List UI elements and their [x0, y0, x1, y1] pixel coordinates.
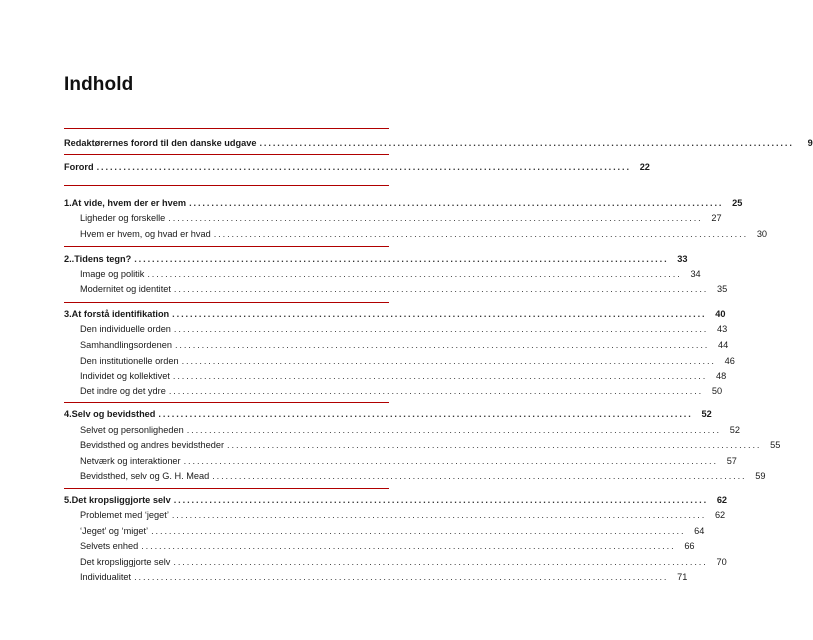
separator-rule: [64, 402, 389, 403]
toc-leader-dots: ........................................................................................................................: [147, 269, 682, 279]
toc-entry-page: 64: [694, 526, 705, 536]
toc-entry-label: Modernitet og identitet: [80, 284, 171, 294]
toc-entry-label: Selv og bevidsthed: [71, 409, 156, 419]
toc-leader-dots: ........................................................................................................................: [158, 409, 693, 419]
toc-leader-dots: ........................................................................................................................: [181, 356, 716, 366]
toc-entry-page: 71: [677, 572, 688, 582]
toc-entry: [64, 340, 729, 354]
toc-entry-label: Netværk og interaktioner: [80, 456, 181, 466]
toc-entry-page: 30: [756, 229, 768, 239]
toc-entry: [64, 557, 727, 571]
toc-entry-page: 9: [807, 138, 813, 148]
toc-entry: [64, 440, 781, 454]
toc-leader-dots: ........................................................................................................................: [134, 254, 669, 264]
toc-entry-page: 25: [732, 198, 743, 208]
page-title: Indhold: [64, 74, 134, 95]
separator-rule: [64, 488, 389, 489]
chapter-number: 5.: [64, 495, 72, 505]
toc-entry: [64, 526, 705, 540]
toc-entry-label: Forord: [64, 162, 94, 172]
toc-entry-page: 27: [711, 213, 722, 223]
toc-leader-dots: ........................................................................................................................: [173, 495, 709, 505]
toc-entry: [64, 471, 766, 485]
toc-entry-page: 70: [716, 557, 727, 567]
toc-entry-label: Selvet og personligheden: [80, 425, 184, 435]
toc-leader-dots: ........................................................................................................................: [168, 386, 704, 396]
toc-entry-page: 52: [729, 425, 741, 435]
toc-entry-label: Individualitet: [80, 572, 132, 582]
toc-leader-dots: ........................................................................................................................: [96, 162, 631, 172]
toc-leader-dots: ........................................................................................................................: [141, 541, 676, 551]
toc-entry-page: 22: [639, 162, 650, 172]
toc-entry-page: 52: [701, 409, 712, 419]
toc-leader-dots: ........................................................................................................................: [168, 213, 703, 223]
toc-entry-label: Problemet med ‘jeget’: [80, 510, 169, 520]
toc-entry: [64, 510, 726, 524]
toc-entry: [64, 269, 701, 283]
toc-chapter: [64, 309, 726, 323]
chapter-number: 2..: [64, 254, 75, 264]
toc-leader-dots: ........................................................................................................................: [186, 425, 722, 435]
toc-leader-dots: ........................................................................................................................: [212, 471, 747, 481]
toc-entry-page: 44: [718, 340, 729, 350]
toc-leader-dots: ........................................................................................................................: [173, 324, 709, 334]
toc-entry-page: 55: [770, 440, 781, 450]
toc-entry-label: Hvem er hvem, og hvad er hvad: [80, 229, 211, 239]
toc-entry-page: 40: [715, 309, 726, 319]
separator-rule: [64, 128, 389, 129]
toc-entry-label: Bevidsthed, selv og G. H. Mead: [80, 471, 210, 481]
toc-entry: [64, 138, 813, 152]
toc-leader-dots: ........................................................................................................................: [183, 456, 718, 466]
toc-entry-label: Samhandlingsordenen: [80, 340, 172, 350]
toc-entry: [64, 284, 728, 298]
toc-entry-page: 46: [724, 356, 735, 366]
toc-leader-dots: ........................................................................................................................: [172, 371, 708, 381]
toc-entry-page: 34: [690, 269, 701, 279]
toc-entry-label: Den institutionelle orden: [80, 356, 179, 366]
toc-entry-label: At vide, hvem der er hvem: [71, 198, 187, 208]
toc-leader-dots: ........................................................................................................................: [173, 284, 709, 294]
separator-rule: [64, 302, 389, 303]
toc-entry: [64, 572, 688, 586]
toc-entry-label: Det kropsliggjorte selv: [80, 557, 171, 567]
toc-entry: [64, 162, 650, 176]
toc-entry-page: 59: [755, 471, 766, 481]
toc-entry-page: 33: [677, 254, 688, 264]
toc-leader-dots: ........................................................................................................................: [213, 229, 749, 239]
toc-entry-label: Redaktørernes forord til den danske udgave: [64, 138, 257, 148]
separator-rule: [64, 246, 389, 247]
toc-leader-dots: ........................................................................................................................: [173, 557, 708, 567]
toc-leader-dots: ........................................................................................................................: [171, 510, 707, 520]
toc-entry-label: Den individuelle orden: [80, 324, 171, 334]
toc-entry-label: Image og politik: [80, 269, 145, 279]
toc-leader-dots: ........................................................................................................................: [134, 572, 669, 582]
toc-entry-page: 62: [716, 495, 728, 505]
toc-entry-label: Bevidsthed og andres bevidstheder: [80, 440, 225, 450]
chapter-number: 4.: [64, 409, 72, 419]
toc-entry-label: Det indre og det ydre: [80, 386, 166, 396]
toc-entry: [64, 541, 695, 555]
toc-entry: [64, 386, 723, 400]
toc-leader-dots: ........................................................................................................................: [189, 198, 724, 208]
toc-entry: [64, 213, 722, 227]
toc-chapter: [64, 254, 688, 268]
toc-entry-page: 62: [714, 510, 726, 520]
toc-entry-page: 35: [717, 284, 728, 294]
separator-rule: [64, 154, 389, 155]
toc-entry: [64, 324, 728, 338]
toc-leader-dots: ........................................................................................................................: [151, 526, 686, 536]
toc-entry-label: Individet og kollektivet: [80, 371, 170, 381]
toc-entry-page: 48: [715, 371, 727, 381]
toc-entry: [64, 456, 737, 470]
chapter-number: 3.: [64, 309, 72, 319]
toc-leader-dots: ........................................................................................................................: [227, 440, 762, 450]
separator-rule: [64, 185, 389, 186]
toc-entry: [64, 371, 727, 385]
toc-entry: [64, 229, 768, 243]
toc-entry-label: Tidens tegn?: [74, 254, 132, 264]
toc-chapter: [64, 198, 743, 212]
toc-chapter: [64, 495, 728, 509]
toc-entry-page: 43: [717, 324, 728, 334]
toc-entry-label: Ligheder og forskelle: [80, 213, 166, 223]
toc-entry-page: 66: [684, 541, 695, 551]
toc-entry-page: 50: [711, 386, 723, 396]
toc-leader-dots: ........................................................................................................................: [174, 340, 710, 350]
toc-entry-label: At forstå identifikation: [71, 309, 170, 319]
toc-entry: [64, 356, 735, 370]
toc-entry-label: Det kropsliggjorte selv: [71, 495, 171, 505]
toc-entry-label: ‘Jeget’ og ‘miget’: [80, 526, 149, 536]
toc-leader-dots: ........................................................................................................................: [259, 138, 794, 148]
toc-entry-page: 57: [726, 456, 737, 466]
chapter-number: 1.: [64, 198, 72, 208]
toc-chapter: [64, 409, 712, 423]
toc-entry-label: Selvets enhed: [80, 541, 139, 551]
toc-leader-dots: ........................................................................................................................: [172, 309, 707, 319]
toc-entry: [64, 425, 741, 439]
